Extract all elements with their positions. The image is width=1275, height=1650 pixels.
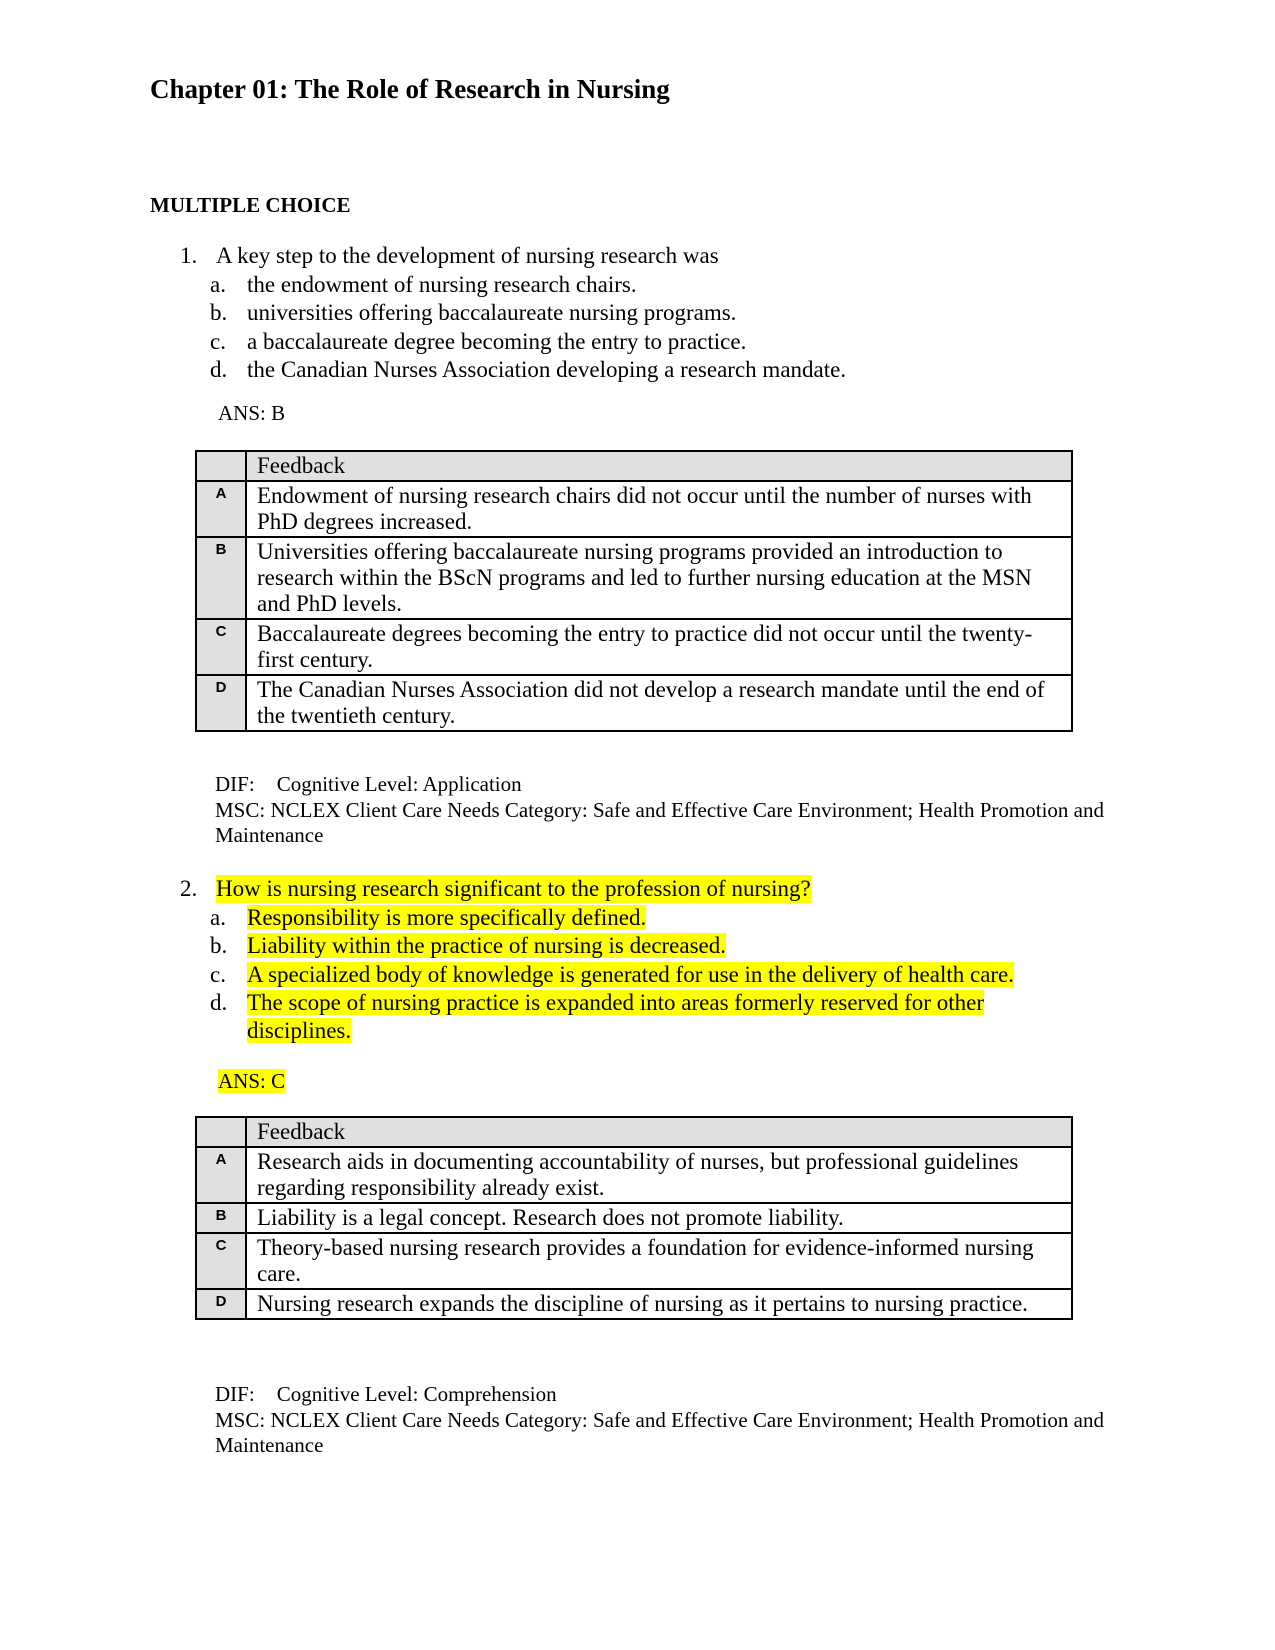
page-title: Chapter 01: The Role of Research in Nursing (150, 74, 670, 104)
option-letter: d. (210, 357, 228, 382)
feedback-corner-cell (196, 1117, 246, 1147)
question-number: 2. (180, 876, 198, 901)
feedback-text: Baccalaureate degrees becoming the entry to practice did not occur until the twenty-first century. (246, 619, 1072, 675)
answer-key (218, 1068, 285, 1094)
feedback-text: Liability is a legal concept. Research does not promote liability. (246, 1203, 1072, 1233)
feedback-text: Endowment of nursing research chairs did not occur until the number of nurses with PhD degrees increased. (246, 481, 1072, 537)
feedback-text: Nursing research expands the discipline of nursing as it pertains to nursing practice. (246, 1289, 1072, 1319)
feedback-text: Research aids in documenting accountability of nurses, but professional guidelines regarding responsibility already exist. (246, 1147, 1072, 1203)
difficulty-line (215, 772, 1175, 798)
feedback-table (195, 450, 1073, 732)
feedback-row (196, 537, 1072, 619)
option-c (0, 328, 1275, 357)
option-text (247, 989, 1027, 1045)
option-d (0, 356, 1275, 385)
feedback-corner-cell (196, 451, 246, 481)
option-highlighted-text: The scope of nursing practice is expanded into areas formerly reserved for other disciplines. (247, 990, 984, 1043)
feedback-table (195, 1116, 1073, 1320)
option-d (0, 989, 1275, 1046)
feedback-header: Feedback (246, 451, 1072, 481)
option-text: universities offering baccalaureate nursing programs. (247, 300, 737, 325)
section-heading: MULTIPLE CHOICE (150, 193, 351, 217)
question-1 (0, 242, 1275, 385)
answer-highlighted: ANS: C (218, 1069, 286, 1093)
option-highlighted-text: A specialized body of knowledge is generated for use in the delivery of health care. (247, 961, 1015, 987)
dif-label: DIF: (215, 772, 255, 796)
option-a (0, 904, 1275, 933)
difficulty-line (215, 1382, 1175, 1408)
question-metadata (215, 1382, 1175, 1459)
feedback-text: Theory-based nursing research provides a foundation for evidence-informed nursing care. (246, 1233, 1072, 1289)
question-2 (0, 875, 1275, 1046)
option-highlighted-text: Responsibility is more specifically defined. (247, 904, 647, 930)
question-stem (0, 875, 1275, 904)
option-letter: d. (210, 990, 228, 1015)
option-letter: b. (210, 933, 228, 958)
option-c (0, 961, 1275, 990)
dif-value: Cognitive Level: Application (276, 772, 522, 796)
option-letter: b. (210, 300, 228, 325)
feedback-key: B (196, 1203, 246, 1233)
option-text: the endowment of nursing research chairs. (247, 271, 637, 297)
feedback-header-row (196, 451, 1072, 481)
option-letter: a. (210, 271, 226, 297)
option-letter: a. (210, 904, 226, 930)
feedback-key: D (196, 1289, 246, 1319)
feedback-key: A (196, 481, 246, 537)
feedback-text: The Canadian Nurses Association did not develop a research mandate until the end of the twentieth century. (246, 675, 1072, 731)
option-a (0, 271, 1275, 300)
option-text (247, 904, 1077, 932)
feedback-key: C (196, 1233, 246, 1289)
option-text (247, 961, 1077, 989)
question-text: A key step to the development of nursing research was (216, 243, 719, 268)
feedback-header-row (196, 1117, 1072, 1147)
question-number: 1. (180, 243, 198, 268)
option-text: the Canadian Nurses Association developing a research mandate. (247, 357, 847, 382)
feedback-key: B (196, 537, 246, 619)
answer-key: ANS: B (218, 401, 286, 425)
feedback-row (196, 619, 1072, 675)
feedback-key: D (196, 675, 246, 731)
option-b (0, 299, 1275, 328)
option-text (247, 932, 1077, 960)
feedback-key: C (196, 619, 246, 675)
option-b (0, 932, 1275, 961)
question-text: How is nursing research significant to the profession of nursing? (216, 876, 811, 901)
feedback-row (196, 675, 1072, 731)
feedback-key: A (196, 1147, 246, 1203)
msc-line: MSC: NCLEX Client Care Needs Category: Safe and Effective Care Environment; Health Promotion and Maintenance (215, 1407, 1104, 1457)
option-letter: c. (210, 328, 226, 354)
feedback-row (196, 1147, 1072, 1203)
question-metadata (215, 772, 1175, 849)
feedback-row (196, 1233, 1072, 1289)
option-text: a baccalaureate degree becoming the entry to practice. (247, 328, 747, 354)
msc-line: MSC: NCLEX Client Care Needs Category: Safe and Effective Care Environment; Health Promotion and Maintenance (215, 797, 1104, 847)
option-highlighted-text: Liability within the practice of nursing is decreased. (247, 933, 727, 958)
feedback-row (196, 1289, 1072, 1319)
option-letter: c. (210, 961, 226, 987)
dif-label: DIF: (215, 1382, 255, 1406)
feedback-row (196, 481, 1072, 537)
feedback-text: Universities offering baccalaureate nursing programs provided an introduction to research within the BScN programs and led to further nursing education at the MSN and PhD levels. (246, 537, 1072, 619)
dif-value: Cognitive Level: Comprehension (276, 1382, 557, 1406)
question-stem (0, 242, 1275, 271)
feedback-header: Feedback (246, 1117, 1072, 1147)
feedback-row (196, 1203, 1072, 1233)
